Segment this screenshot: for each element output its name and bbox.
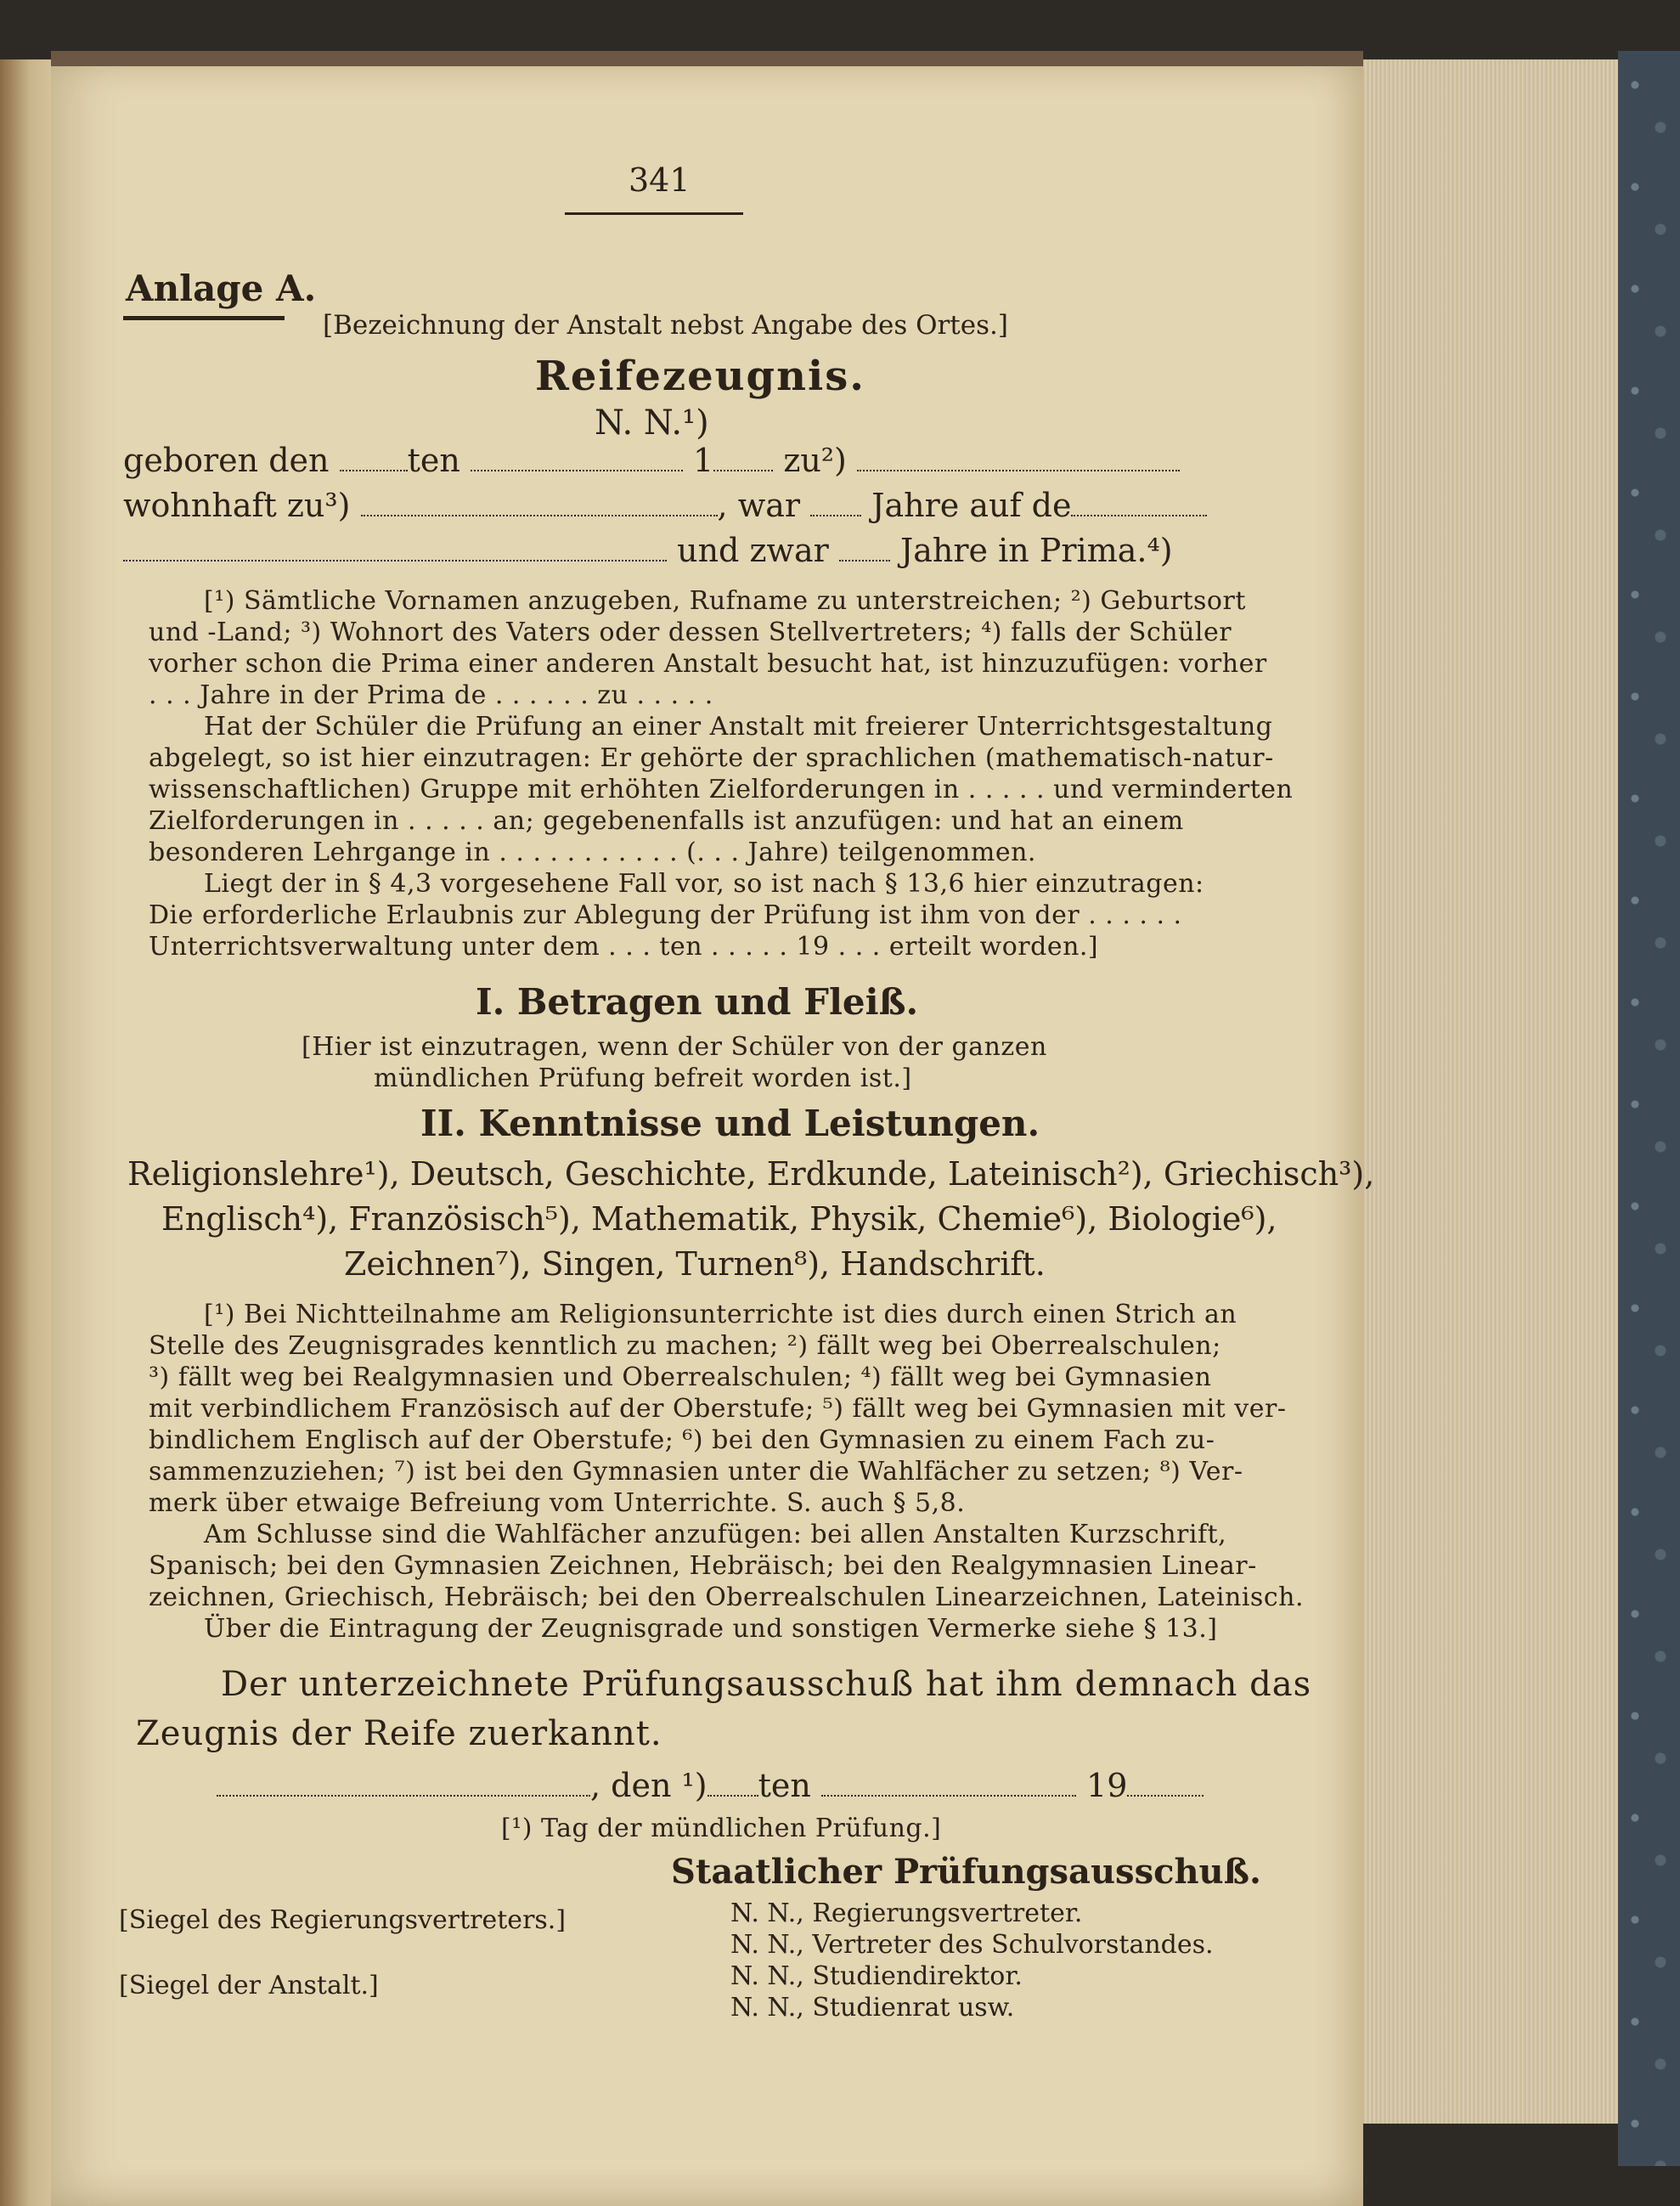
footnote-line: wissenschaftlichen) Gruppe mit erhöhten Zielforderungen in . . . . . und verminderten (149, 775, 1294, 804)
form-line-prima: und zwar Jahre in Prima.⁴) (123, 532, 1173, 569)
page-number-rule (565, 212, 743, 215)
subjects-line: Religionslehre¹), Deutsch, Geschichte, Erdkunde, Lateinisch²), Griechisch³), (127, 1155, 1375, 1193)
footnote-line: zeichnen, Griechisch, Hebräisch; bei den Oberrealschulen Linearzeichnen, Lateinisch. (149, 1583, 1304, 1612)
committee-title: Staatlicher Prüfungsausschuß. (671, 1852, 1261, 1892)
appendix-underline (123, 316, 285, 320)
footnote-line: Spanisch; bei den Gymnasien Zeichnen, Hebräisch; bei den Realgymnasien Linear- (149, 1551, 1257, 1581)
institution-note: [Bezeichnung der Anstalt nebst Angabe des Ortes.] (323, 310, 1008, 341)
date-footnote: [¹) Tag der mündlichen Prüfung.] (501, 1814, 942, 1843)
closing-statement: Der unterzeichnete Prüfungsausschuß hat ihm demnach das (221, 1665, 1312, 1704)
footnote-line: [¹) Bei Nichtteilnahme am Religionsunterrichte ist dies durch einen Strich an (204, 1300, 1237, 1329)
seal-institution: [Siegel der Anstalt.] (119, 1971, 379, 2000)
footnote-line: mit verbindlichem Französisch auf der Oberstufe; ⁵) fällt weg bei Gymnasien mit ver- (149, 1394, 1287, 1424)
form-line-residence: wohnhaft zu³) , war Jahre auf de (123, 487, 1207, 524)
footnote-line: sammenzuziehen; ⁷) ist bei den Gymnasien unter die Wahlfächer zu setzen; ⁸) Ver- (149, 1457, 1243, 1487)
footnote-line: Unterrichtsverwaltung unter dem . . . ten . . . . . 19 . . . erteilt worden.] (149, 932, 1099, 962)
footnote-line: Liegt der in § 4,3 vorgesehene Fall vor, so ist nach § 13,6 hier einzutragen: (204, 869, 1204, 899)
signatory: N. N., Regierungsvertreter. (730, 1899, 1083, 1928)
footnote-line: Über die Eintragung der Zeugnisgrade und sonstigen Vermerke siehe § 13.] (204, 1614, 1218, 1644)
footnote-line: besonderen Lehrgange in . . . . . . . . . . . (. . . Jahre) teilgenommen. (149, 838, 1036, 867)
section-conduct-heading: I. Betragen und Fleiß. (476, 981, 919, 1023)
seal-government: [Siegel des Regierungsvertreters.] (119, 1905, 567, 1935)
top-binding-band (51, 51, 1363, 66)
section-knowledge-heading: II. Kenntnisse und Leistungen. (420, 1103, 1040, 1144)
subjects-line: Englisch⁴), Französisch⁵), Mathematik, Physik, Chemie⁶), Biologie⁶), (161, 1200, 1277, 1238)
footnote-line: merk über etwaige Befreiung vom Unterrichte. S. auch § 5,8. (149, 1488, 966, 1518)
page-block-edges (1357, 59, 1632, 2124)
subjects-line: Zeichnen⁷), Singen, Turnen⁸), Handschrift. (344, 1245, 1046, 1283)
footnote-line: Zielforderungen in . . . . . an; gegebenenfalls ist anzufügen: und hat an einem (149, 806, 1184, 836)
footnote-line: ³) fällt weg bei Realgymnasien und Oberrealschulen; ⁴) fällt weg bei Gymnasien (149, 1363, 1212, 1392)
section-conduct-note: mündlichen Prüfung befreit worden ist.] (374, 1064, 912, 1093)
page-number: 341 (629, 161, 691, 199)
signatory: N. N., Studienrat usw. (730, 1993, 1015, 2023)
footnote-line: Hat der Schüler die Prüfung an einer Anstalt mit freierer Unterrichtsgestaltung (204, 712, 1273, 742)
appendix-label: Anlage A. (126, 268, 317, 309)
name-placeholder: N. N.¹) (595, 403, 709, 443)
form-line-birth: geboren den ten 1 zu²) (123, 442, 1180, 479)
footnote-line: und -Land; ³) Wohnort des Vaters oder dessen Stellvertreters; ⁴) falls der Schüler (149, 618, 1232, 647)
footnote-line: Die erforderliche Erlaubnis zur Ablegung der Prüfung ist ihm von der . . . . . . (149, 900, 1182, 930)
document-title: Reifezeugnis. (535, 353, 865, 400)
footnote-line: vorher schon die Prima einer anderen Anstalt besucht hat, ist hinzuzufügen: vorher (149, 649, 1267, 679)
marbled-cover (1618, 51, 1680, 2166)
footnote-line: [¹) Sämtliche Vornamen anzugeben, Rufname zu unterstreichen; ²) Geburtsort (204, 586, 1246, 616)
footnote-line: Am Schlusse sind die Wahlfächer anzufügen: bei allen Anstalten Kurzschrift, (204, 1520, 1227, 1549)
date-line: , den ¹) ten 19 (217, 1767, 1204, 1804)
closing-statement: Zeugnis der Reife zuerkannt. (136, 1714, 662, 1753)
signatory: N. N., Studiendirektor. (730, 1961, 1023, 1991)
footnote-line: abgelegt, so ist hier einzutragen: Er gehörte der sprachlichen (mathematisch-natur- (149, 743, 1274, 773)
section-conduct-note: [Hier ist einzutragen, wenn der Schüler von der ganzen (302, 1032, 1047, 1062)
footnote-line: Stelle des Zeugnisgrades kenntlich zu machen; ²) fällt weg bei Oberrealschulen; (149, 1331, 1221, 1361)
footnote-line: . . . Jahre in der Prima de . . . . . . zu . . . . . (149, 680, 713, 710)
signatory: N. N., Vertreter des Schulvorstandes. (730, 1930, 1214, 1960)
footnote-line: bindlichem Englisch auf der Oberstufe; ⁶) bei den Gymnasien zu einem Fach zu- (149, 1425, 1215, 1455)
